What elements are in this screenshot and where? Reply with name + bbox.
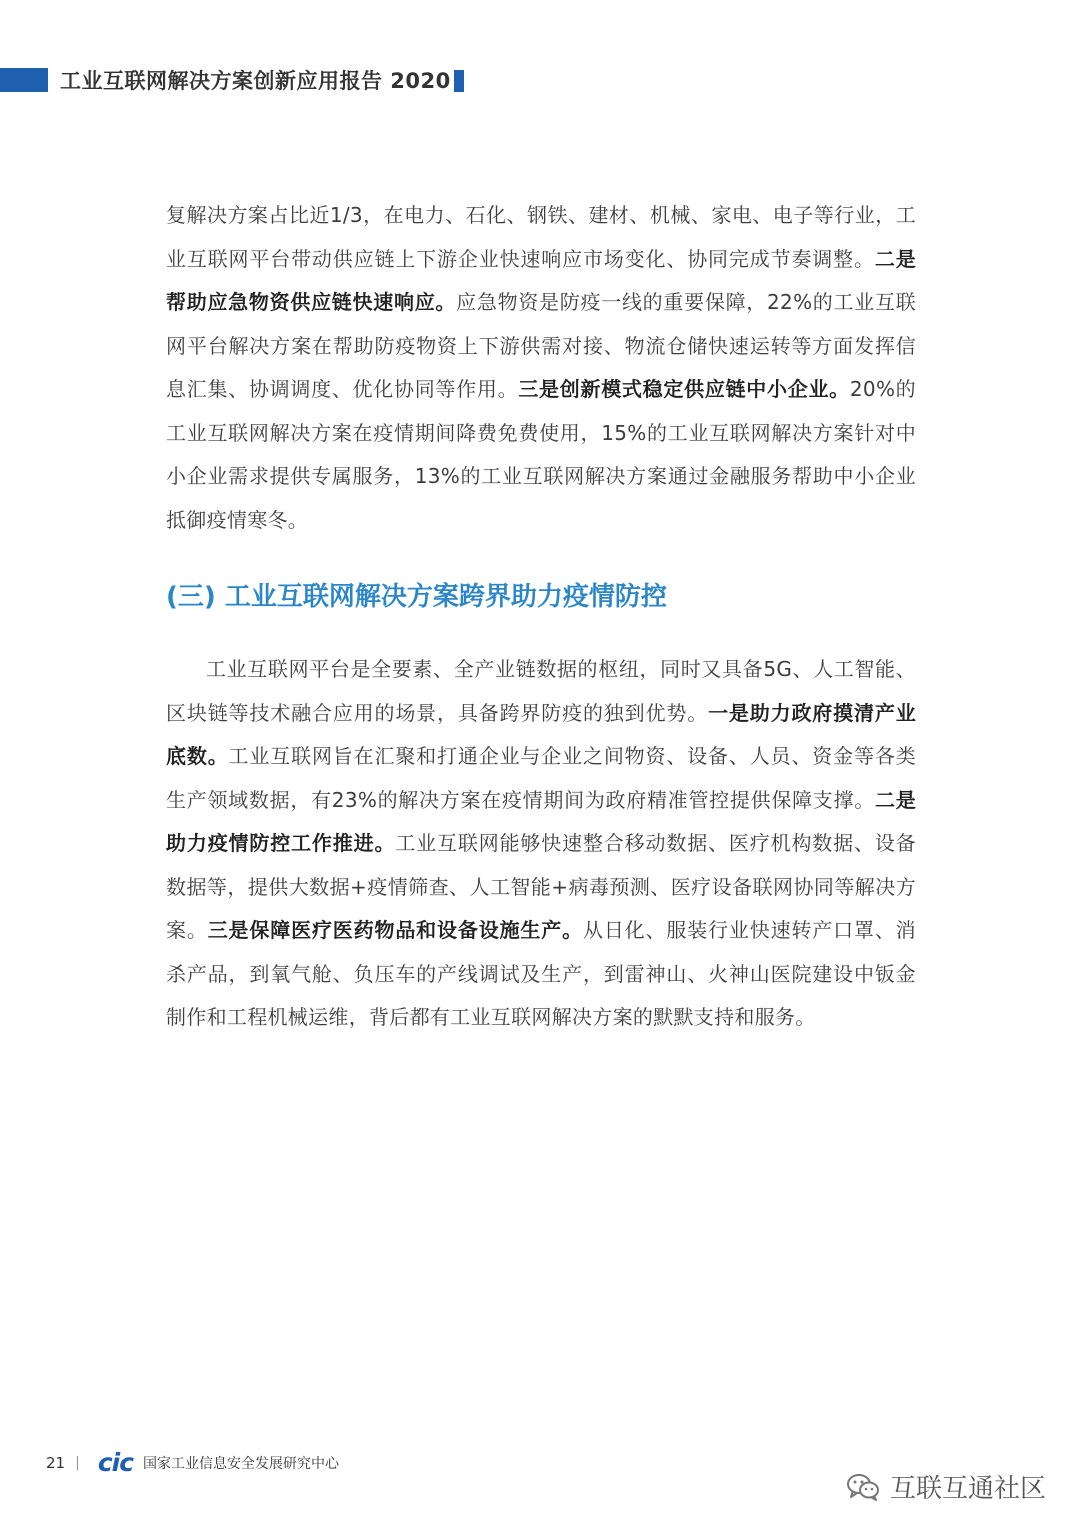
report-title: 工业互联网解决方案创新应用报告 2020: [60, 69, 451, 93]
para2-bold-heading-2: 二是助力疫情防控工作推进。: [166, 787, 916, 855]
para1-seg-4: 20%的工业互联网解决方案在疫情期间降费免费使用，15%的工业互联网解决方案针对中小企业需求提供专属服务，13%的工业互联网解决方案通过金融服务帮助中小企业抵御疫情寒冬。: [166, 377, 916, 532]
para2-seg-2: 工业互联网旨在汇聚和打通企业与企业之间物资、设备、人员、资金等各类生产领域数据，有23%的解决方案在疫情期间为政府精准管控提供保障支撑。: [166, 744, 916, 812]
watermark-text: 互联互通社区: [889, 1474, 1046, 1504]
para2-bold-heading-1: 一是助力政府摸清产业底数。: [166, 700, 916, 768]
para1-bold-heading-2: 二是帮助应急物资供应链快速响应。: [166, 246, 916, 314]
para2-seg-6: 从日化、服装行业快速转产口罩、消杀产品，到氧气舱、负压车的产线调试及生产，到雷神山、火神山医院建设中钣金制作和工程机械运维，背后都有工业互联网解决方案的默默支持和服务。: [166, 918, 916, 1029]
footer-separator: |: [75, 1455, 80, 1471]
header-end-mark: [454, 70, 464, 92]
para2-bold-heading-3: 三是保障医疗医药物品和设备设施生产。: [207, 918, 583, 942]
page-number: 21: [46, 1454, 66, 1472]
para2-seg-4: 工业互联网能够快速整合移动数据、医疗机构数据、设备数据等，提供大数据+疫情筛查、人工智能+病毒预测、医疗设备联网协同等解决方案。: [166, 831, 917, 942]
cic-logo: cic: [97, 1448, 134, 1477]
wechat-watermark: [846, 1468, 1046, 1505]
article-body: [166, 194, 916, 1040]
para2-seg-0: 工业互联网平台是全要素、全产业链数据的枢纽，同时又具备5G、人工智能、区块链等技术融合应用的场景，具备跨界防疫的独到优势。: [166, 657, 916, 725]
wechat-icon: [846, 1472, 880, 1502]
paragraph-1: [166, 194, 916, 542]
section-heading: (三) 工业互联网解决方案跨界助力疫情防控: [166, 582, 667, 612]
paragraph-2: [166, 648, 916, 1040]
organization-name: 国家工业信息安全发展研究中心: [143, 1456, 340, 1472]
para1-bold-heading-3: 三是创新模式稳定供应链中小企业。: [518, 377, 850, 401]
header-accent-bar: [0, 68, 48, 92]
para1-seg-2: 应急物资是防疫一线的重要保障，22%的工业互联网平台解决方案在帮助防疫物资上下游供需对接、物流仓储快速运转等方面发挥信息汇集、协调调度、优化协同等作用。: [166, 290, 917, 401]
page-footer: [46, 1450, 339, 1476]
para1-seg-0: 复解决方案占比近1/3，在电力、石化、钢铁、建材、机械、家电、电子等行业，工业互联网平台带动供应链上下游企业快速响应市场变化、协同完成节奏调整。: [166, 203, 916, 271]
